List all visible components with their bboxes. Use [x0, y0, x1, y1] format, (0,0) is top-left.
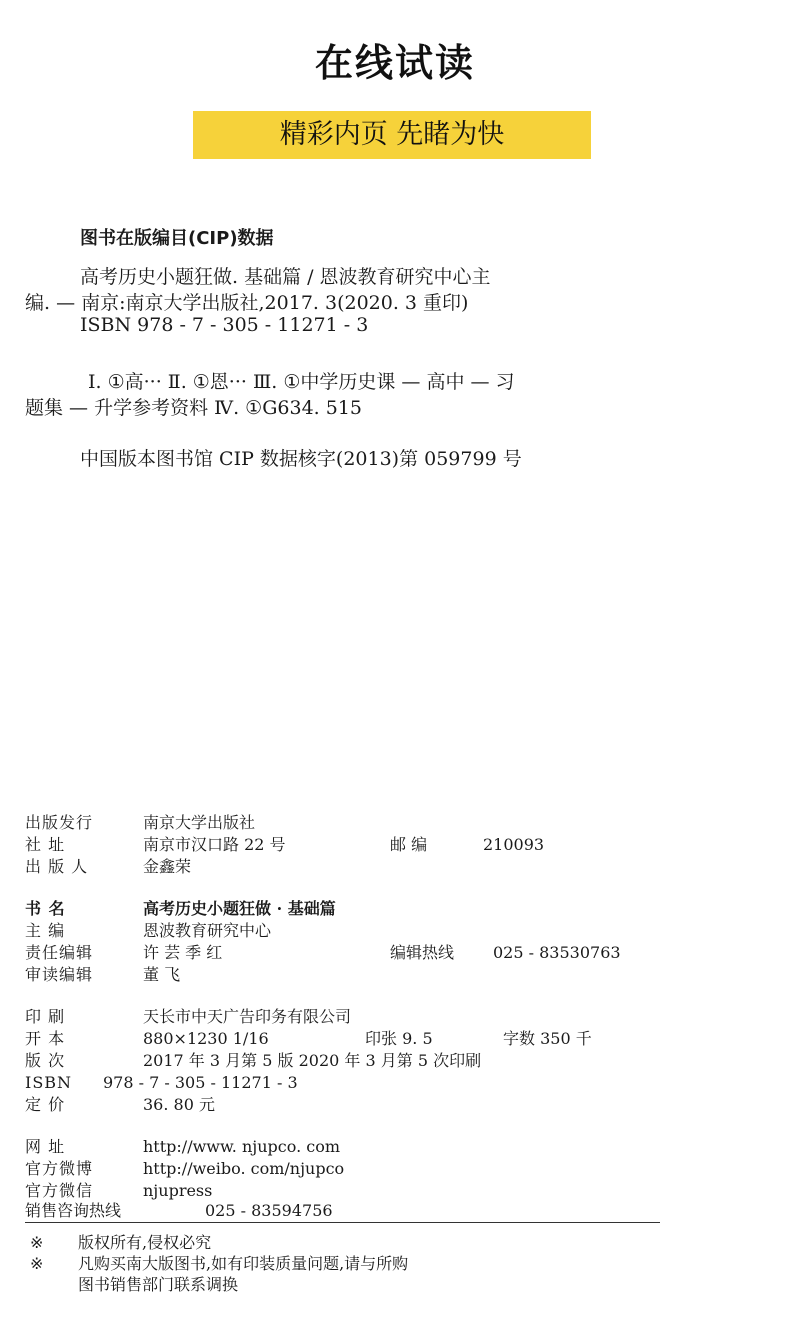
info-row: [25, 1028, 592, 1050]
info-row: [25, 834, 545, 856]
info-value: 许 芸 季 红: [143, 943, 223, 962]
info-row: [25, 1180, 212, 1202]
info-label: 销售咨询热线: [25, 1201, 122, 1220]
cip-isbn: ISBN 978 - 7 - 305 - 11271 - 3: [80, 314, 369, 336]
info-value: 025 - 83594756: [205, 1201, 333, 1220]
info-row: [25, 1136, 340, 1158]
info-value: 36. 80 元: [143, 1095, 215, 1114]
cip-heading: 图书在版编目(CIP)数据: [80, 228, 274, 249]
page-title: 在线试读: [314, 41, 475, 85]
info-row: [25, 1006, 351, 1028]
quality-note-continued: 图书销售部门联系调换: [78, 1275, 239, 1294]
info-label: 印张 9. 5: [365, 1029, 433, 1048]
info-row: [25, 812, 255, 834]
info-label: 官方微信: [25, 1181, 94, 1200]
cip-line: 编. — 南京:南京大学出版社,2017. 3(2020. 3 重印): [25, 292, 469, 314]
info-label: 定 价: [25, 1095, 66, 1114]
info-row: [25, 964, 180, 986]
info-row: [25, 898, 336, 920]
info-label: 出版发行: [25, 813, 94, 832]
info-value: 210093: [483, 835, 545, 854]
info-row: [25, 856, 191, 878]
divider: [25, 1222, 660, 1223]
info-row: [25, 1050, 481, 1072]
info-label: 责任编辑: [25, 943, 94, 962]
info-value: 恩波教育研究中心: [143, 921, 272, 940]
note-text: 凡购买南大版图书,如有印装质量问题,请与所购: [78, 1254, 409, 1273]
copyright-note: [30, 1230, 211, 1253]
info-label: 审读编辑: [25, 965, 94, 984]
info-row: [25, 920, 271, 942]
info-row: [25, 1158, 344, 1180]
info-value: 南京大学出版社: [143, 813, 256, 832]
info-label: 官方微博: [25, 1159, 94, 1178]
info-value: 字数 350 千: [503, 1029, 592, 1048]
info-row: [25, 942, 621, 964]
info-row: [25, 1200, 333, 1222]
info-row: [25, 1094, 215, 1116]
info-value: 2017 年 3 月第 5 版 2020 年 3 月第 5 次印刷: [143, 1051, 482, 1070]
info-value: 天长市中天广告印务有限公司: [143, 1007, 352, 1026]
cip-line: 高考历史小题狂做. 基础篇 / 恩波教育研究中心主: [80, 266, 491, 288]
cip-line: 题集 — 升学参考资料 Ⅳ. ①G634. 515: [25, 397, 362, 419]
info-label: 开 本: [25, 1029, 66, 1048]
info-label: 社 址: [25, 835, 66, 854]
website-link[interactable]: http://www. njupco. com: [143, 1137, 340, 1156]
info-value: 880×1230 1/16: [143, 1029, 269, 1048]
info-value: 025 - 83530763: [493, 943, 621, 962]
note-text: 版权所有,侵权必究: [78, 1233, 212, 1252]
cip-number: 中国版本图书馆 CIP 数据核字(2013)第 059799 号: [80, 448, 522, 470]
info-value: 978 - 7 - 305 - 11271 - 3: [103, 1073, 298, 1092]
info-label: 邮 编: [390, 835, 428, 854]
preview-banner: 精彩内页 先睹为快: [193, 111, 591, 159]
info-value: 南京市汉口路 22 号: [143, 835, 286, 854]
info-value: 董 飞: [143, 965, 181, 984]
info-value: 高考历史小题狂做 · 基础篇: [143, 899, 336, 918]
info-value: njupress: [143, 1181, 213, 1200]
cip-line: Ⅰ. ①高··· Ⅱ. ①恩··· Ⅲ. ①中学历史课 — 高中 — 习: [88, 371, 515, 393]
info-row: [25, 1072, 298, 1094]
info-label: ISBN: [25, 1073, 73, 1092]
weibo-link[interactable]: http://weibo. com/njupco: [143, 1159, 345, 1178]
info-label: 主 编: [25, 921, 66, 940]
info-label: 书 名: [25, 899, 66, 918]
info-value: 金鑫荣: [143, 857, 192, 876]
note-mark-icon: ※: [30, 1233, 44, 1252]
info-label: 版 次: [25, 1051, 66, 1070]
note-mark-icon: ※: [30, 1254, 44, 1273]
info-label: 网 址: [25, 1137, 66, 1156]
info-label: 编辑热线: [390, 943, 455, 962]
info-label: 出 版 人: [25, 857, 89, 876]
quality-note: [30, 1251, 408, 1274]
info-label: 印 刷: [25, 1007, 66, 1026]
